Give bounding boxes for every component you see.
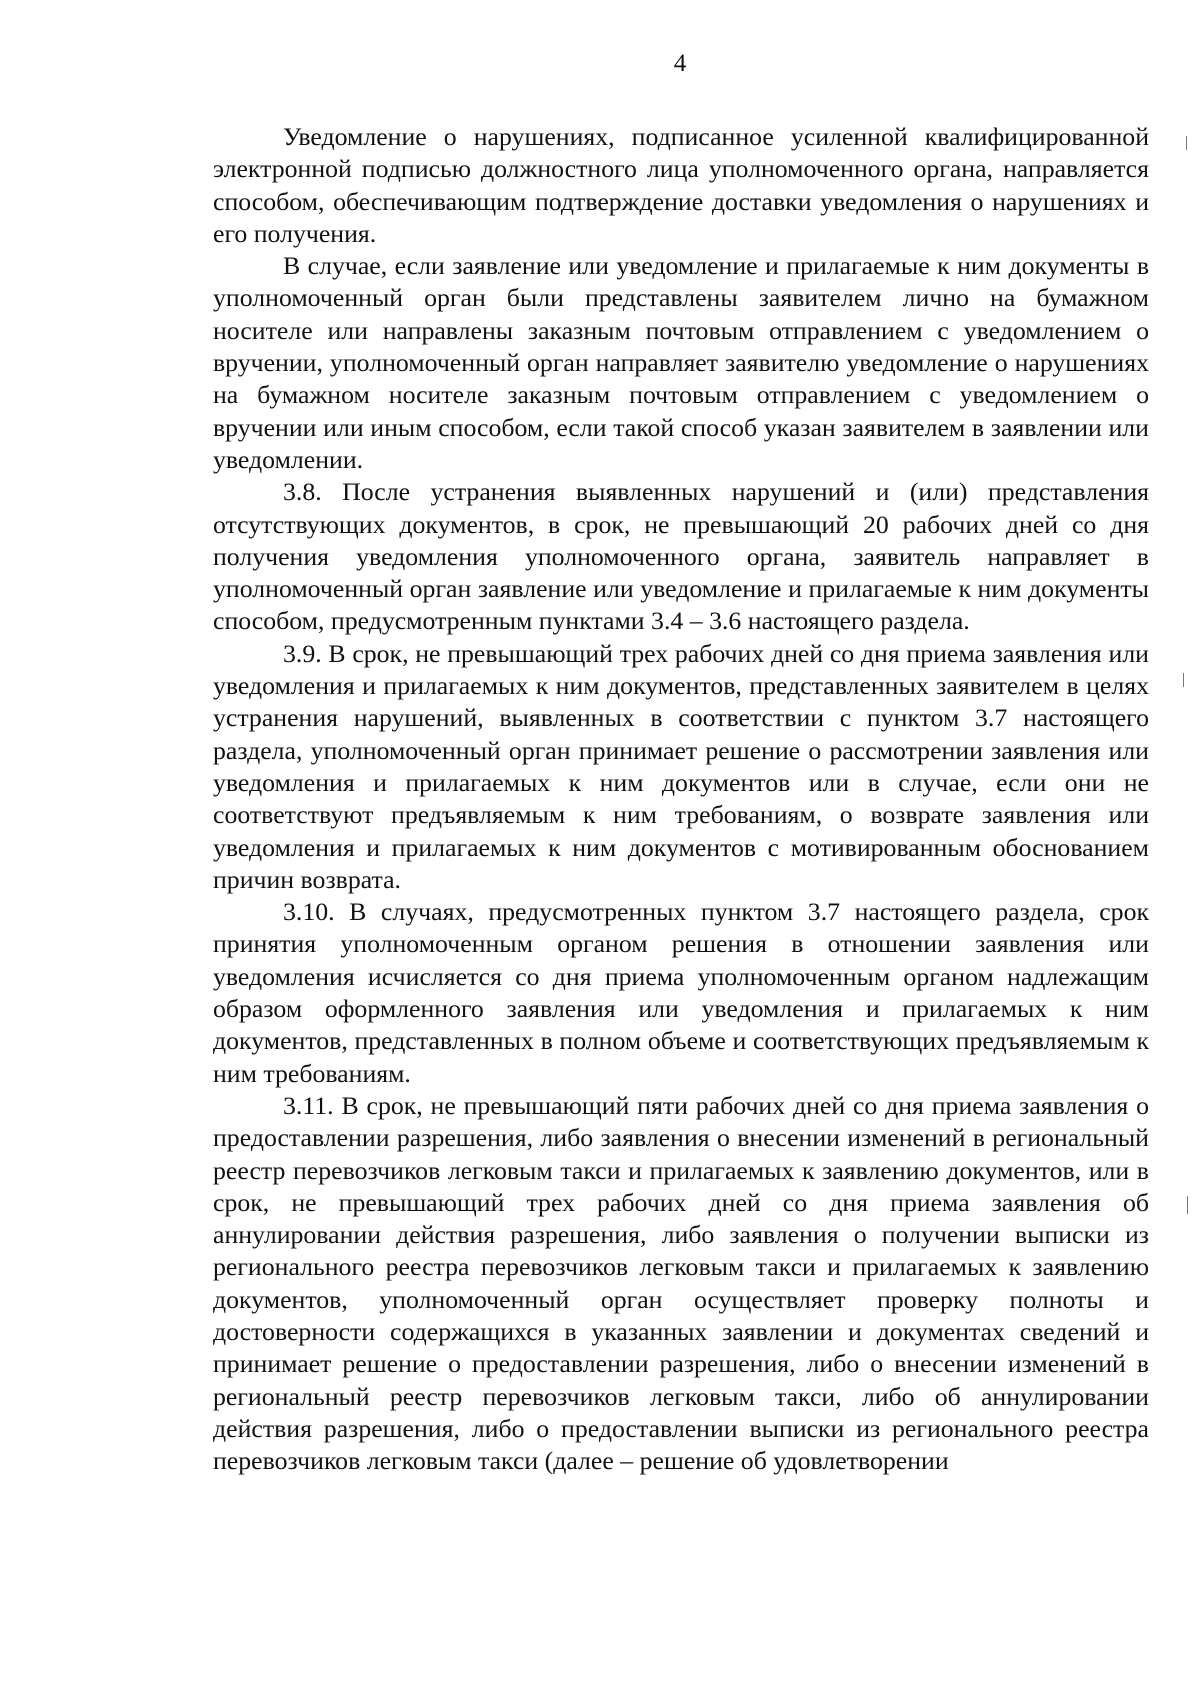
paragraph-3-9: 3.9. В срок, не превышающий трех рабочих дней со дня приема заявления или уведомления и прилагаемых к ним документов, представленных заявителем в целях устранения нарушений, выявленных в соответствии с пунктом 3.7 настоящего раздела, уполномоченный орган принимает решение о рассмотрении заявления или уведомления и прилагаемых к ним документов или в случае, если они не соответствуют предъявляемым к ним требованиям, о возврате заявления или уведомления и прилагаемых к ним документов с мотивированным обоснованием причин возврата. (213, 638, 1149, 894)
paragraph-notification: Уведомление о нарушениях, подписанное усиленной квалифицированной электронной подписью должностного лица уполномоченного органа, направляется способом, обеспечивающим подтверждение доставки уведомления о нарушениях и его получения. (213, 122, 1149, 248)
paragraph-3-11: 3.11. В срок, не превышающий пяти рабочих дней со дня приема заявления о предоставлении разрешения, либо заявления о внесении изменений в региональный реестр перевозчиков легковым такси и прилагаемых к заявлению документов, или в срок, не превышающий трех рабочих дней со дня приема заявления об аннулировании действия разрешения, либо заявления о получении выписки из регионального реестра перевозчиков легковым такси и прилагаемых к заявлению документов, уполномоченный орган осуществляет проверку полноты и достоверности содержащихся в указанных заявлении и документах сведений и принимает решение о предоставлении разрешения, либо о внесении изменений в региональный реестр перевозчиков легковым такси, либо об аннулировании действия разрешения, либо о предоставлении выписки из регионального реестра перевозчиков легковым такси (далее – решение об удовлетворении (213, 1090, 1149, 1476)
scan-edge-mark (1186, 136, 1187, 150)
scan-edge-mark (1187, 1196, 1188, 1214)
paragraph-3-10: 3.10. В случаях, предусмотренных пунктом 3.7 настоящего раздела, срок принятия уполномоченным органом решения в отношении заявления или уведомления исчисляется со дня приема уполномоченным органом надлежащим образом оформленного заявления или уведомления и прилагаемых к ним документов, представленных в полном объеме и соответствующих предъявляемым к ним требованиям. (213, 897, 1149, 1088)
page-number: 4 (673, 50, 687, 77)
scan-edge-mark (1183, 673, 1184, 687)
paragraph-paper-submission: В случае, если заявление или уведомление и прилагаемые к ним документы в уполномоченный орган были представлены заявителем лично на бумажном носителе или направлены заказным почтовым отправлением с уведомлением о вручении, уполномоченный орган направляет заявителю уведомление о нарушениях на бумажном носителе заказным почтовым отправлением с уведомлением о вручении или иным способом, если такой способ указан заявителем в заявлении или уведомлении. (213, 251, 1149, 474)
document-body (213, 121, 1149, 1477)
paragraph-3-8: 3.8. После устранения выявленных нарушений и (или) представления отсутствующих документов, в срок, не превышающий 20 рабочих дней со дня получения уведомления уполномоченного органа, заявитель направляет в уполномоченный орган заявление или уведомление и прилагаемые к ним документы способом, предусмотренным пунктами 3.4 – 3.6 настоящего раздела. (213, 477, 1149, 636)
